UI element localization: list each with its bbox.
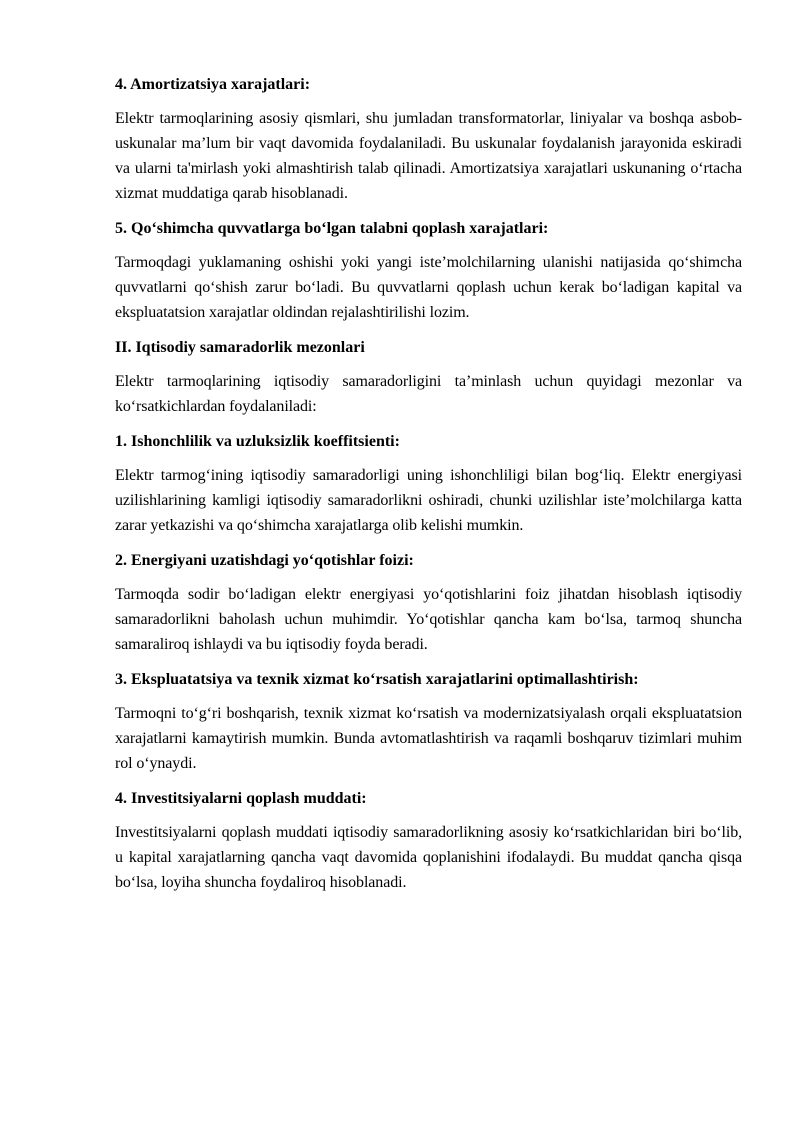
section-paragraph: Tarmoqni toʻgʻri boshqarish, texnik xizmat koʻrsatish va modernizatsiyalash orqali ekspluatatsion xarajatlarni kamaytirish mumkin. Bunda avtomatlashtirish va raqamli boshqaruv tizimlari muhim rol oʻynaydi. [115, 705, 742, 772]
section-amortization [115, 72, 742, 206]
section-paragraph: Elektr tarmoqlarining asosiy qismlari, shu jumladan transformatorlar, liniyalar va boshqa asbob-uskunalar ma’lum bir vaqt davomida foydalaniladi. Bu uskunalar foydalanish jarayonida eskiradi va ularni ta'mirlash yoki almashtirish talab qilinadi. Amortizatsiya xarajatlari uskunaning oʻrtacha xizmat muddatiga qarab hisoblanadi. [115, 110, 742, 202]
section-reliability [115, 429, 742, 538]
section-heading: 4. Amortizatsiya xarajatlari: [115, 76, 311, 93]
document-page [115, 72, 742, 905]
section-efficiency-criteria [115, 335, 742, 419]
section-heading: 1. Ishonchlilik va uzluksizlik koeffitsienti: [115, 433, 400, 450]
section-heading: 2. Energiyani uzatishdagi yoʻqotishlar foizi: [115, 552, 414, 569]
section-heading: 4. Investitsiyalarni qoplash muddati: [115, 790, 367, 807]
section-additional-capacity [115, 216, 742, 325]
section-paragraph: Tarmoqdagi yuklamaning oshishi yoki yangi iste’molchilarning ulanishi natijasida qoʻshimcha quvvatlarni qoʻshish zarur boʻladi. Bu quvvatlarni qoplash uchun kerak boʻladigan kapital va ekspluatatsion xarajatlar oldindan rejalashtirilishi lozim. [115, 254, 742, 321]
section-paragraph: Investitsiyalarni qoplash muddati iqtisodiy samaradorlikning asosiy koʻrsatkichlaridan biri boʻlib, u kapital xarajatlarning qancha vaqt davomida qoplanishini ifodalaydi. Bu muddat qancha qisqa boʻlsa, loyiha shuncha foydaliroq hisoblanadi. [115, 824, 742, 891]
section-heading: II. Iqtisodiy samaradorlik mezonlari [115, 339, 365, 356]
section-maintenance-optimization [115, 667, 742, 776]
section-heading: 3. Ekspluatatsiya va texnik xizmat koʻrsatish xarajatlarini optimallashtirish: [115, 671, 639, 688]
section-paragraph: Elektr tarmogʻining iqtisodiy samaradorligi uning ishonchliligi bilan bogʻliq. Elektr energiyasi uzilishlarining kamligi iqtisodiy samaradorlikni oshiradi, chunki uzilishlar iste’molchilarga katta zarar yetkazishi va qoʻshimcha xarajatlarga olib kelishi mumkin. [115, 467, 742, 534]
section-paragraph: Elektr tarmoqlarining iqtisodiy samaradorligini ta’minlash uchun quyidagi mezonlar va koʻrsatkichlardan foydalaniladi: [115, 373, 742, 415]
section-paragraph: Tarmoqda sodir boʻladigan elektr energiyasi yoʻqotishlarini foiz jihatdan hisoblash iqtisodiy samaradorlikni baholash uchun muhimdir. Yoʻqotishlar qancha kam boʻlsa, tarmoq shuncha samaraliroq ishlaydi va bu iqtisodiy foyda beradi. [115, 586, 742, 653]
section-transmission-losses [115, 548, 742, 657]
section-heading: 5. Qoʻshimcha quvvatlarga boʻlgan talabni qoplash xarajatlari: [115, 220, 549, 237]
section-payback-period [115, 786, 742, 895]
